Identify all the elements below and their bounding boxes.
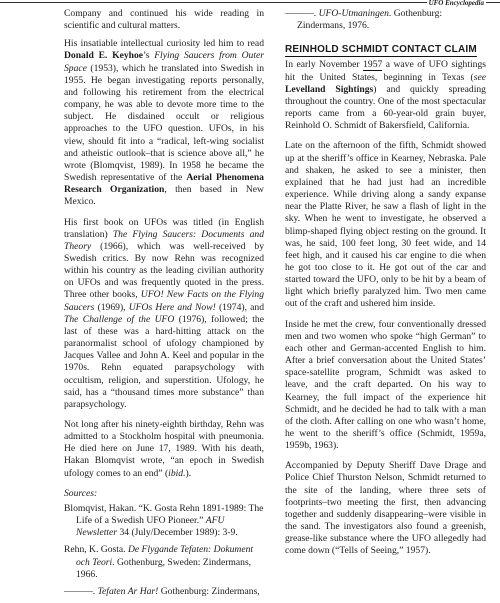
text-run: Blomqvist, Hakan. “K. Gosta Rehn 1891-1989: The Life of a Swedish UFO Pioneer.” [64, 502, 264, 527]
text-run: (1953), which he translated into Swedish in 1955. He began investigating reports personally, and following his retirement from the electrical company, he was able to devote more time to the subject. He disdained occult or religious approaches to the UFO question. UFOs, in his view, should fit into a “radical, left-wing socialist and atheistic outlook–that is science above all,” he wrote (Blomqvist, 1989). In 1958 he became the Swedish representative of the [64, 62, 264, 184]
italic-title: UFOs Here and Now! [128, 301, 216, 313]
text-run: . Gothenburg: Zindermans, 1976. [297, 8, 443, 32]
text-run: Late on the afternoon of the fifth, Schmidt showed up at the sheriff’s office in Kearney, Nebraska. Pale and shaken, he asked to see a minister, then explained that he had just had an incredible experience. While driving along a sandy expanse near the Platte River, he saw a flash of light in the sky. When he went to investigate, he observed a blimp-shaped flying object resting on the ground. It was, he said, 100 feet long, 30 feet wide, and 14 feet high, and it caused his car engine to die when he got too close to it. He got out of the car and started toward the UFO, only to be hit by a beam of light which briefly paralyzed him. Two men came out of the craft and ushered him inside. [285, 140, 486, 310]
text-run: ) and quickly spreading throughout the country. One of the most spectacular reports came from a 60-year-old grain buyer, Reinhold O. Schmidt of Bakersfield, California. [285, 83, 486, 132]
right-column [285, 8, 486, 566]
text-run: (1976), followed; the last of these was a hard-hitting attack on the paranormalist school of ufology championed by Jacques Vallee and John A. Keel and popular in the 1970s. Rehn equated parapsychology with occultism, religion, and superstition. Ufology, he said, has a “thousand times more substance” than parapsychology. [64, 313, 264, 410]
text-run: . Gothenburg, Sweden: Zindermans, 1966. [76, 556, 252, 580]
sources-label: Sources: [64, 487, 98, 499]
italic-title: De Flygande Tefaten: Dokument och Teori [76, 544, 254, 568]
text-run: Not long after his ninety-eighth birthday, Rehn was admitted to a Stockholm hospital with pneumonia. He died here on June 17, 1989. With his death, Hakan Blomqvist wrote, “an epoch in Swedish ufology comes to an end” ( [64, 419, 264, 479]
running-head: UFO Encyclopedia [428, 0, 484, 7]
italic-title: UFO! New Facts on the Flying Saucers [64, 289, 264, 313]
text-run: Gothenburg: Zindermans, [158, 585, 260, 597]
text-run: (1974), and [215, 301, 265, 313]
left-paragraph-2 [64, 217, 264, 412]
reference-ufo-utmaningen [285, 8, 486, 32]
left-paragraph-3 [64, 419, 264, 480]
reference-rehn-tefaten [64, 586, 264, 598]
right-paragraph-3 [285, 319, 486, 453]
reference-blomqvist [64, 503, 264, 539]
text-run: His insatiable intellectual curiosity led him to read [64, 38, 264, 50]
text-run: 34 (July/December 1989): 3-9. [117, 527, 238, 539]
italic-title: UFO-Utmaningen [318, 8, 389, 19]
text-run: Accompanied by Deputy Sheriff Dave Drage and Police Chief Thurston Nelson, Schmidt returned to the site of the landing, where three sets of footprints–two meeting the first, then advancing together and suddenly disappearing–were visible in the sand. The investigators also found a greenish, grease-like substance where the UFO allegedly had come down (“Tells of Seeing,” 1957). [285, 460, 486, 557]
text-run: (1969), [94, 301, 129, 313]
text-run: , then based in New Mexico. [64, 184, 264, 208]
italic-title: Flying Saucers from Outer Space [64, 50, 264, 74]
top-rule [0, 0, 500, 7]
text-run: (1966), which was well-received by Swedish critics. By now Rehn was recognized within his country as the leading civilian authority on UFOs and was frequently quoted in the press. Three other books, [64, 240, 264, 301]
text-run: ———. [285, 8, 319, 19]
italic-title: ibid. [168, 467, 186, 479]
text-run: ———. [64, 585, 98, 597]
text-run: ). [185, 467, 192, 479]
reference-rehn-1966 [64, 544, 264, 580]
bold-term: Aerial Phenomena Research Organization [64, 172, 264, 196]
right-paragraph-4 [285, 460, 486, 557]
text-run: Rehn, K. Gosta. [64, 544, 128, 556]
section-heading: REINHOLD SCHMIDT CONTACT CLAIM [285, 44, 477, 57]
text-run: ’s [143, 50, 155, 62]
bold-term: Donald E. Keyhoe [64, 50, 144, 62]
text-run: a wave of UFO sightings hit the United States, beginning in Texas ( [285, 59, 486, 83]
italic-title: Tefaten Ar Har! [97, 585, 159, 597]
bold-term: Levelland Sightings [285, 83, 374, 95]
italic-title: see [473, 71, 486, 83]
left-paragraph-0: Company and continued his wide reading in scientific and cultural matters. [64, 8, 264, 32]
text-run: In early November [285, 59, 364, 71]
right-paragraph-2 [285, 140, 486, 310]
header-rule [0, 2, 500, 3]
right-paragraph-1 [285, 59, 486, 132]
left-paragraph-1 [64, 38, 264, 208]
left-column [64, 8, 264, 603]
pen-underline: 1957 [363, 59, 383, 71]
italic-title: The Flying Saucers: Documents and Theory [64, 228, 264, 252]
text-run: Inside he met the crew, four conventionally dressed men and two women who spoke “high German” to each other and German-accented English to him. After a brief conversation about the United States’ space-satellite program, Schmidt was asked to leave, and the craft departed. On his way to Kearney, the full impact of the experience hit Schmidt, and he decided he had to talk with a man of the cloth. After calling on one who wasn’t home, he went to the sheriff’s office (Schmidt, 1959a, 1959b, 1963). [285, 318, 486, 452]
italic-title: The Challenge of the UFO [64, 313, 175, 325]
italic-title: AFU Newsletter [76, 515, 225, 539]
text-run: His first book on UFOs was titled (in English translation) [64, 216, 264, 240]
